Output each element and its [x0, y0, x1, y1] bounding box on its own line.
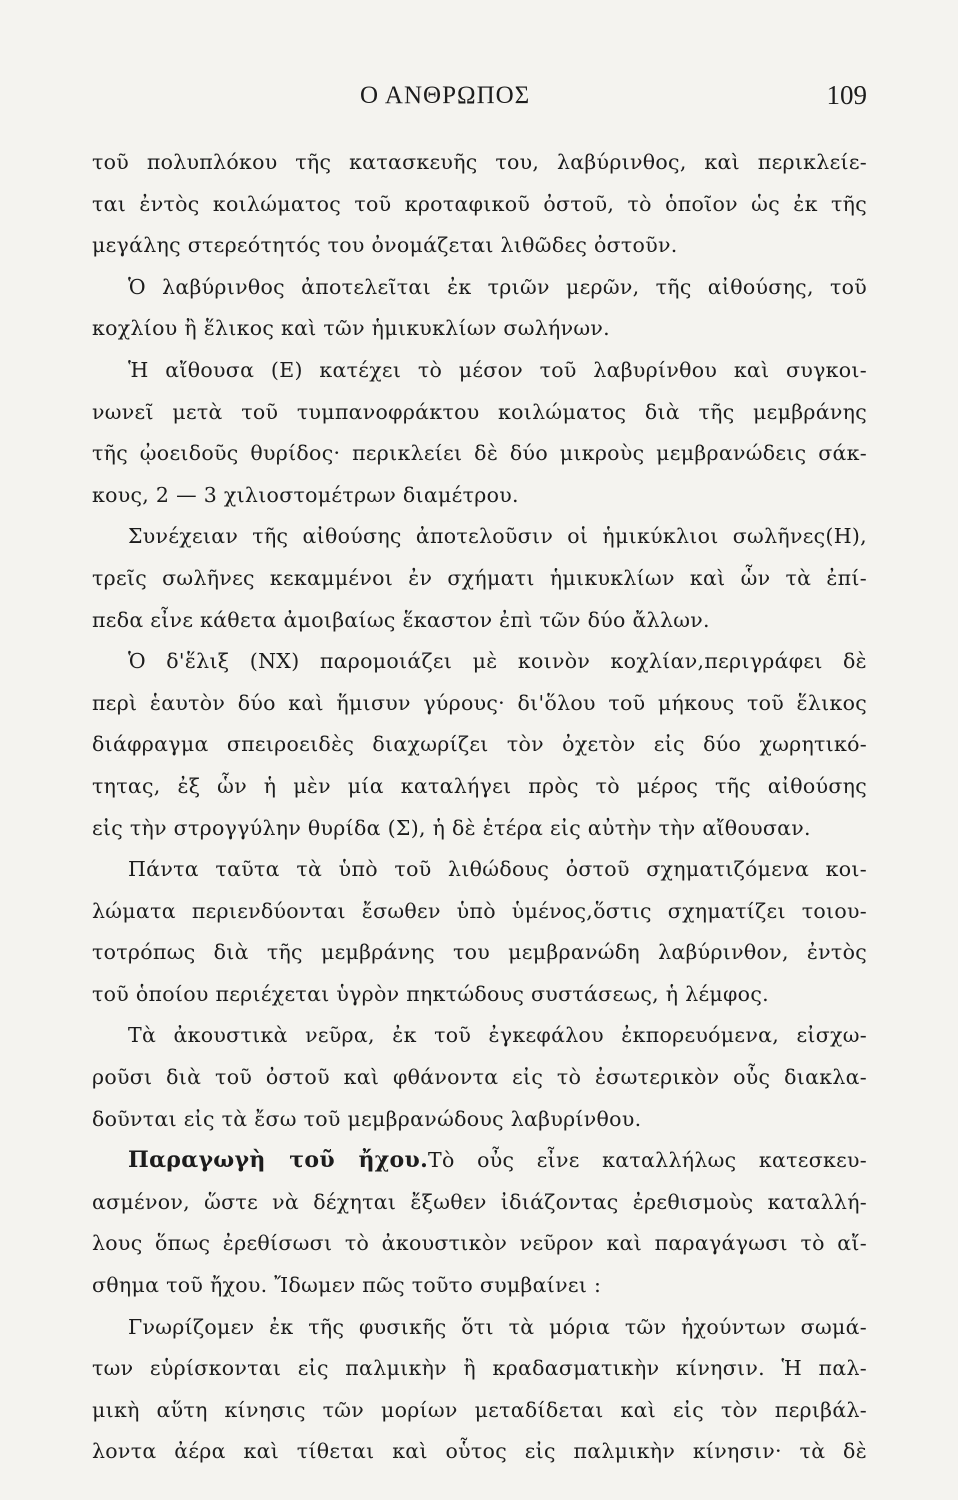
text-line: εἰς τὴν στρογγύλην θυρίδα (Σ), ἡ δὲ ἑτέρα εἰς αὐτὴν τὴν αἴθουσαν.: [92, 815, 811, 840]
text-line: λοντα ἀέρα καὶ τίθεται καὶ οὗτος εἰς παλμικὴν κίνησιν· τὰ δὲ: [92, 1439, 867, 1464]
page-number: 109: [826, 80, 867, 110]
text-line: λους ὅπως ἐρεθίσωσι τὸ ἀκουστικὸν νεῦρον καὶ παραγάγωσι τὸ αἴ-: [92, 1231, 867, 1256]
text-line: σθημα τοῦ ἤχου. Ἴδωμεν πῶς τοῦτο συμβαίνει :: [92, 1273, 602, 1298]
text-line: μικὴ αὕτη κίνησις τῶν μορίων μεταδίδεται καὶ εἰς τὸν περιβάλ-: [92, 1397, 867, 1422]
text-line: δοῦνται εἰς τὰ ἔσω τοῦ μεμβρανώδους λαβυρίνθου.: [92, 1106, 642, 1131]
text-line: ροῦσι διὰ τοῦ ὀστοῦ καὶ φθάνοντα εἰς τὸ ἐσωτερικὸν οὖς διακλα-: [92, 1065, 867, 1090]
page-header: [92, 78, 867, 118]
heading-line: [92, 1140, 867, 1182]
text-line: τῆς ᾠοειδοῦς θυρίδος· περικλείει δὲ δύο μικροὺς μεμβρανώδεις σάκ-: [92, 441, 867, 466]
heading-line-text: Τὸ οὖς εἶνε καταλλήλως κατεσκευ-: [428, 1148, 868, 1173]
body-text: [92, 142, 867, 1473]
text-line: διάφραγμα σπειροειδὲς διαχωρίζει τὸν ὀχετὸν εἰς δύο χωρητικό-: [92, 732, 867, 757]
section-heading: Παραγωγὴ τοῦ ἤχου.: [128, 1147, 429, 1174]
text-line: τητας, ἐξ ὧν ἡ μὲν μία καταλήγει πρὸς τὸ μέρος τῆς αἰθούσης: [92, 773, 867, 798]
text-line: Γνωρίζομεν ἐκ τῆς φυσικῆς ὅτι τὰ μόρια τῶν ἠχούντων σωμά-: [128, 1314, 867, 1339]
text-line: πεδα εἶνε κάθετα ἀμοιβαίως ἕκαστον ἐπὶ τῶν δύο ἄλλων.: [92, 607, 710, 632]
book-page: [92, 0, 867, 1500]
text-line: Τὰ ἀκουστικὰ νεῦρα, ἐκ τοῦ ἐγκεφάλου ἐκπορευόμενα, εἰσχω-: [128, 1023, 867, 1048]
text-line: των εὑρίσκονται εἰς παλμικὴν ἢ κραδασματικὴν κίνησιν. Ἡ παλ-: [92, 1356, 867, 1381]
text-line: μεγάλης στερεότητός του ὀνομάζεται λιθῶδες ὀστοῦν.: [92, 233, 678, 258]
text-line: λώματα περιενδύονται ἔσωθεν ὑπὸ ὑμένος,ὅστις σχηματίζει τοιου-: [92, 898, 867, 923]
text-line: Ὁ δ'ἕλιξ (ΝΧ) παρομοιάζει μὲ κοινὸν κοχλίαν,περιγράφει δὲ: [128, 649, 867, 674]
running-title: Ο ΑΝΘΡΩΠΟΣ: [360, 82, 531, 109]
text-line: κοχλίου ἢ ἕλικος καὶ τῶν ἡμικυκλίων σωλήνων.: [92, 316, 610, 341]
text-line: Πάντα ταῦτα τὰ ὑπὸ τοῦ λιθώδους ὀστοῦ σχηματιζόμενα κοι-: [128, 857, 867, 882]
text-line: ασμένον, ὥστε νὰ δέχηται ἔξωθεν ἰδιάζοντας ἐρεθισμοὺς καταλλή-: [92, 1189, 867, 1214]
text-line: τοῦ πολυπλόκου τῆς κατασκευῆς του, λαβύρινθος, καὶ περικλείε-: [92, 150, 867, 174]
text-line: ται ἐντὸς κοιλώματος τοῦ κροταφικοῦ ὀστοῦ, τὸ ὁποῖον ὡς ἐκ τῆς: [92, 191, 867, 216]
text-line: Ὁ λαβύρινθος ἀποτελεῖται ἐκ τριῶν μερῶν, τῆς αἰθούσης, τοῦ: [128, 274, 867, 299]
text-line: κους, 2 — 3 χιλιοστομέτρων διαμέτρου.: [92, 482, 519, 507]
text-line: τοτρόπως διὰ τῆς μεμβράνης του μεμβρανώδη λαβύρινθον, ἐντὸς: [92, 940, 867, 965]
text-line: τοῦ ὁποίου περιέχεται ὑγρὸν πηκτώδους συστάσεως, ἡ λέμφος.: [92, 981, 769, 1006]
text-line: Συνέχειαν τῆς αἰθούσης ἀποτελοῦσιν οἱ ἡμικύκλιοι σωλῆνες(Η),: [128, 524, 867, 549]
text-line: τρεῖς σωλῆνες κεκαμμένοι ἐν σχήματι ἡμικυκλίων καὶ ὧν τὰ ἐπί-: [92, 565, 867, 590]
text-line: νωνεῖ μετὰ τοῦ τυμπανοφράκτου κοιλώματος διὰ τῆς μεμβράνης: [92, 399, 867, 424]
text-line: Ἡ αἴθουσα (Ε) κατέχει τὸ μέσον τοῦ λαβυρίνθου καὶ συγκοι-: [128, 357, 867, 382]
text-line: περὶ ἑαυτὸν δύο καὶ ἥμισυν γύρους· δι'ὅλου τοῦ μήκους τοῦ ἕλικος: [92, 690, 867, 715]
